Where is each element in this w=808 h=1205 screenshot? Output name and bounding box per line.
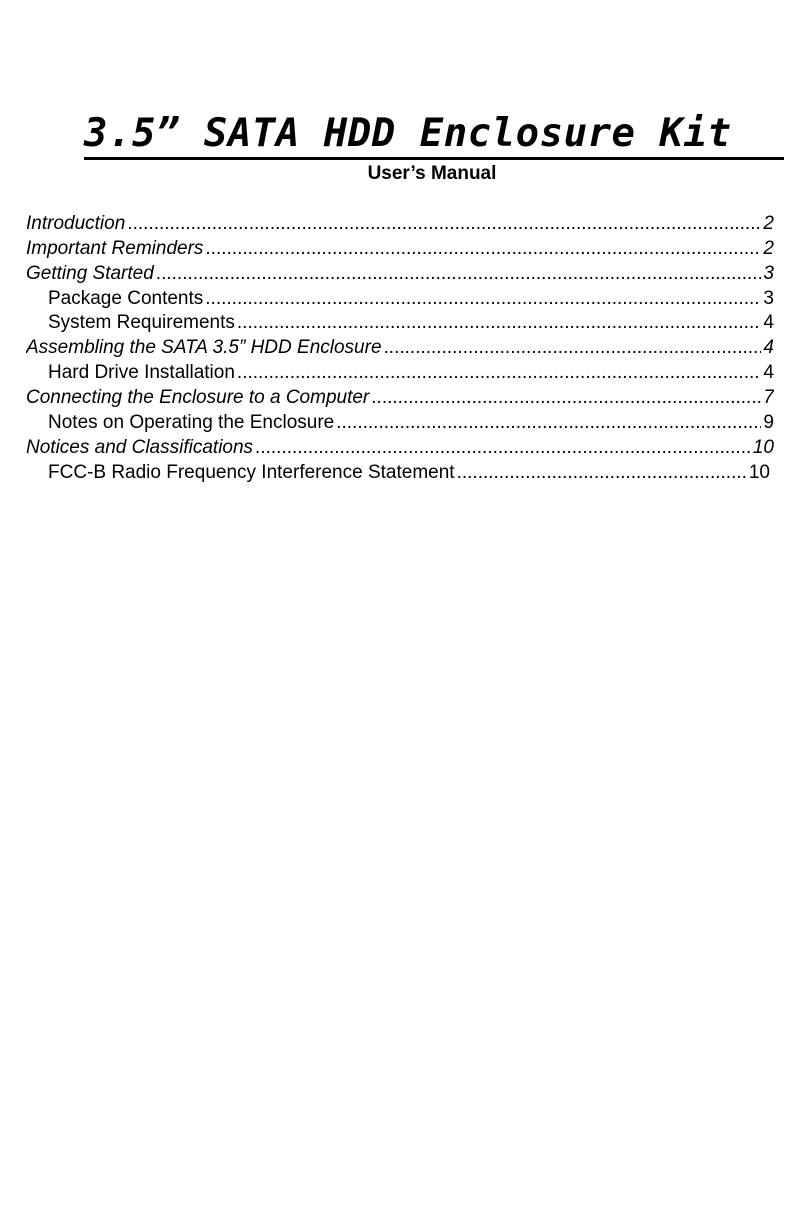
toc-dot-leader <box>156 263 762 285</box>
toc-entry-notes-operating[interactable] <box>26 409 774 434</box>
table-of-contents <box>26 210 774 484</box>
toc-entry-text: System Requirements <box>48 312 235 334</box>
toc-entry-important-reminders[interactable] <box>26 235 774 260</box>
toc-entry-text: Notices and Classifications <box>26 436 254 458</box>
toc-entry-text: Introduction <box>26 212 126 234</box>
toc-dot-leader <box>371 387 761 409</box>
toc-entry-introduction[interactable] <box>26 210 774 235</box>
toc-page-number: 9 <box>763 412 774 434</box>
toc-entry-system-requirements[interactable] <box>26 310 774 335</box>
toc-entry-notices-classifications[interactable] <box>26 434 774 459</box>
toc-entry-hard-drive-installation[interactable] <box>26 359 774 384</box>
toc-entry-text: Notes on Operating the Enclosure <box>48 412 335 434</box>
toc-page-number: 3 <box>763 287 774 309</box>
toc-dot-leader <box>205 288 761 310</box>
document-subtitle: User’s Manual <box>367 163 497 184</box>
toc-page-number: 7 <box>763 387 774 409</box>
toc-page-number: 10 <box>752 436 774 458</box>
toc-entry-text: Important Reminders <box>26 237 204 259</box>
toc-dot-leader <box>127 213 761 235</box>
toc-dot-leader <box>336 412 761 434</box>
toc-entry-text: Package Contents <box>48 287 204 309</box>
toc-entry-connecting-enclosure[interactable] <box>26 384 774 409</box>
toc-page-number: 10 <box>748 461 770 483</box>
toc-page-number: 2 <box>763 212 774 234</box>
toc-entry-text: Assembling the SATA 3.5” HDD Enclosure <box>26 337 382 359</box>
toc-entry-package-contents[interactable] <box>26 285 774 310</box>
toc-page-number: 2 <box>763 237 774 259</box>
toc-page-number: 4 <box>763 312 774 334</box>
toc-dot-leader <box>205 238 761 260</box>
toc-entry-assembling-enclosure[interactable] <box>26 334 774 359</box>
document-title: 3.5” SATA HDD Enclosure Kit <box>84 111 732 156</box>
toc-page-number: 4 <box>763 337 774 359</box>
toc-entry-text: Getting Started <box>26 262 154 284</box>
toc-entry-text: FCC-B Radio Frequency Interference Statement <box>48 461 455 483</box>
toc-entry-getting-started[interactable] <box>26 260 774 285</box>
toc-entry-text: Connecting the Enclosure to a Computer <box>26 387 370 409</box>
toc-page-number: 3 <box>763 262 774 284</box>
toc-page-number: 4 <box>763 362 774 384</box>
toc-entry-text: Hard Drive Installation <box>48 362 235 384</box>
toc-entry-fcc-statement[interactable] <box>26 459 770 484</box>
toc-dot-leader <box>237 362 762 384</box>
toc-dot-leader <box>237 312 762 334</box>
toc-dot-leader <box>457 462 747 484</box>
toc-dot-leader <box>255 437 751 459</box>
title-underline <box>84 157 784 160</box>
toc-dot-leader <box>384 337 762 359</box>
